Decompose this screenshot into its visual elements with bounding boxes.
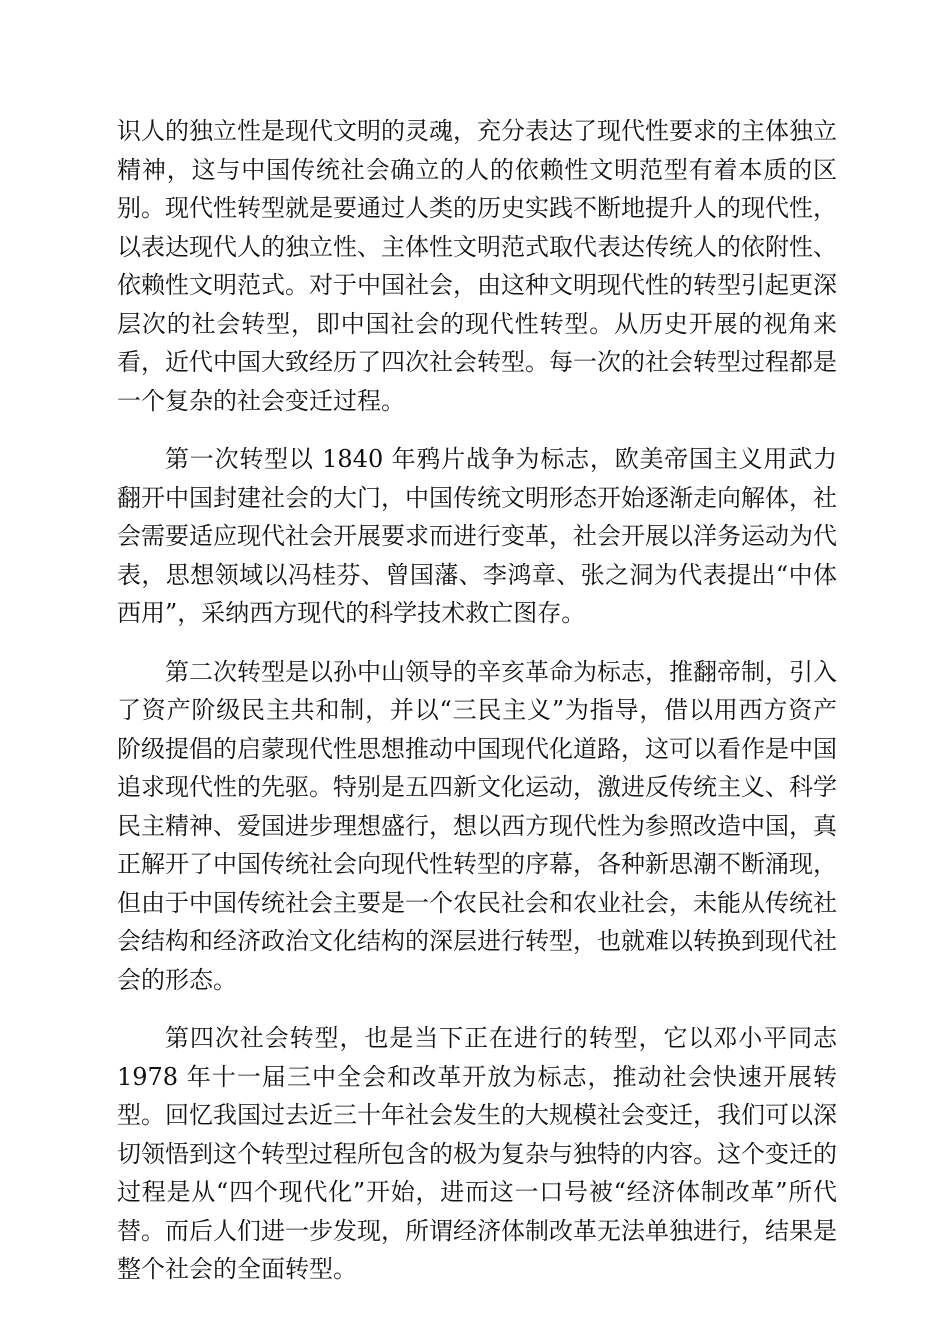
paragraph-second-transformation: 第二次转型是以孙中山领导的辛亥革命为标志，推翻帝制，引入了资产阶级民主共和制，并以“三民主义”为指导，借以用西方资产阶级提倡的启蒙现代性思想推动中国现代化道路，这可以看作是中国追求现代性的先驱。特别是五四新文化运动，激进反传统主义、科学民主精神、爱国进步理想盛行，想以西方现代性为参照改造中国，真正解开了中国传统社会向现代性转型的序幕，各种新思潮不断涌现，但由于中国传统社会主要是一个农民社会和农业社会，未能从传统社会结构和经济政治文化结构的深层进行转型，也就难以转换到现代社会的形态。 (117, 657, 837, 994)
paragraph-continuation: 识人的独立性是现代文明的灵魂，充分表达了现代性要求的主体独立精神，这与中国传统社会确立的人的依赖性文明范型有着本质的区别。现代性转型就是要通过人类的历史实践不断地提升人的现代性，以表达现代人的独立性、主体性文明范式取代表达传统人的依附性、依赖性文明范式。对于中国社会，由这种文明现代性的转型引起更深层次的社会转型，即中国社会的现代性转型。从历史开展的视角来看，近代中国大致经历了四次社会转型。每一次的社会转型过程都是一个复杂的社会变迁过程。 (117, 117, 837, 415)
paragraph-fourth-transformation: 第四次社会转型，也是当下正在进行的转型，它以邓小平同志 1978 年十一届三中全会和改革开放为标志，推动社会快速开展转型。回忆我国过去近三十年社会发生的大规模社会变迁，我们可以深切领悟到这个转型过程所包含的极为复杂与独特的内容。这个变迁的过程是从“四个现代化”开始，进而这一口号被“经济体制改革”所代替。而后人们进一步发现，所谓经济体制改革无法单独进行，结果是整个社会的全面转型。 (117, 1024, 837, 1283)
document-body (117, 112, 837, 1289)
paragraph-first-transformation: 第一次转型以 1840 年鸦片战争为标志，欧美帝国主义用武力翻开中国封建社会的大门，中国传统文明形态开始逐渐走向解体，社会需要适应现代社会开展要求而进行变革，社会开展以洋务运动为代表，思想领域以冯桂芬、曾国藩、李鸿章、张之洞为代表提出“中体西用”，采纳西方现代的科学技术救亡图存。 (117, 445, 837, 627)
